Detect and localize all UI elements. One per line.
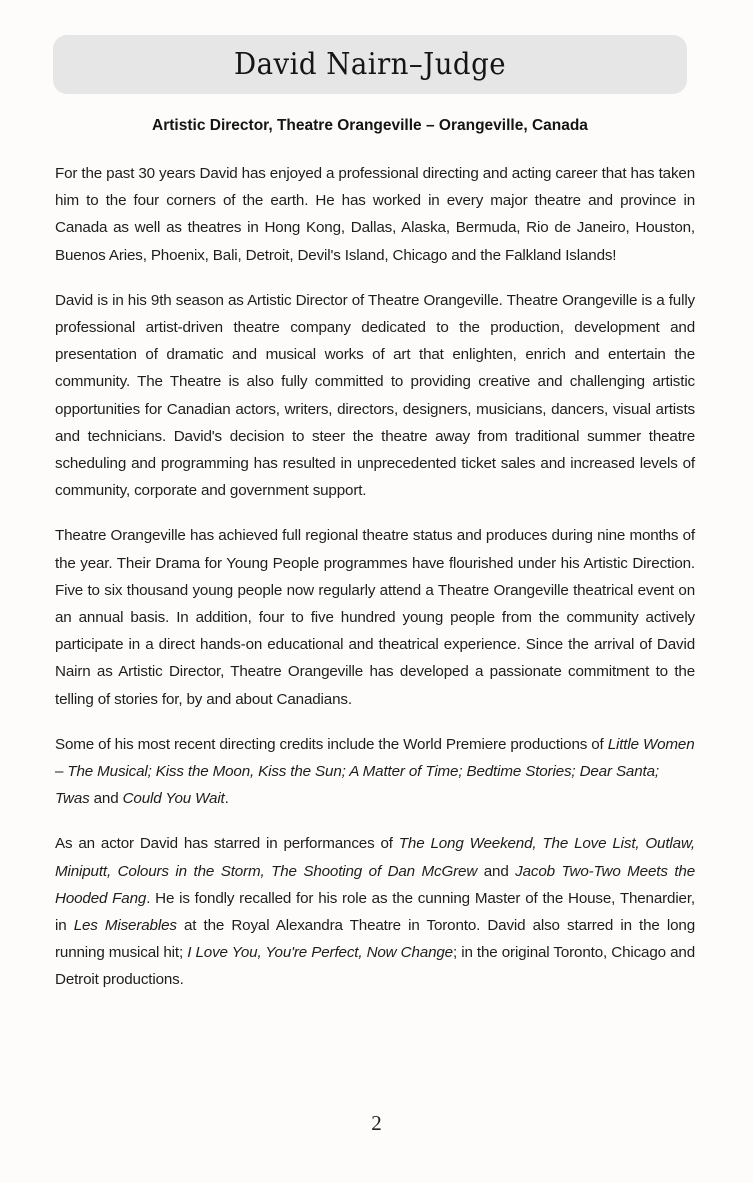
page-number: 2 — [371, 1111, 382, 1135]
directing-and: and — [89, 790, 123, 808]
paragraph-regional-theatre: Theatre Orangeville has achieved full regional theatre status and produces during nine months of the year. Their Drama for Young People programmes have flourished under his Artistic Direction. Five to six thousand young people now regularly attend a Theatre Orangeville theatrical event on an annual basis. In addition, four to five hundred young people from the community actively participate in a direct hands-on educational and theatrical experience. Since the arrival of David Nairn as Artistic Director, Theatre Orangeville has developed a passionate commitment to the telling of stories for, by and about Canadians. — [55, 527, 695, 708]
directing-intro: Some of his most recent directing credits include the World Premiere productions of — [55, 735, 608, 753]
acting-and: and — [477, 862, 516, 880]
title-banner — [53, 35, 687, 94]
directing-end: . — [224, 790, 229, 808]
bio-content — [55, 160, 695, 1012]
acting-role-text: . He is fondly recalled for his role as the cunning Master of the House, Thenardier, in — [55, 889, 695, 935]
page-title: David Nairn–Judge — [234, 47, 506, 82]
paragraph-career: For the past 30 years David has enjoyed a professional directing and acting career that has taken him to the four corners of the earth. He has worked in every major theatre and province in Canada as well as theatres in Hong Kong, Dallas, Alaska, Bermuda, Rio de Janeiro, Houston, Buenos Aries, Phoenix, Bali, Detroit, Devil's Island, Chicago and the Falkland Islands! — [55, 165, 695, 264]
acting-intro: As an actor David has starred in performances of — [55, 835, 399, 853]
acting-titles: The Long Weekend, The Love List, Outlaw, Miniputt, Colours in the Storm, The Shooting of Dan McGrew — [55, 835, 695, 880]
acting-title-jacob: Jacob Two-Two Meets the Hooded Fang — [55, 862, 695, 907]
paragraph-artistic-director: David is in his 9th season as Artistic Director of Theatre Orangeville. Theatre Orangeville is a fully professional artist-driven theatre company dedicated to the production, development and presentation of dramatic and musical works of art that enlighten, enrich and entertain the community. The Theatre is also fully committed to providing creative and challenging artistic opportunities for Canadian actors, writers, directors, designers, musicians, dancers, visual artists and technicians. David's decision to steer the theatre away from traditional summer theatre scheduling and programming has resulted in unprecedented ticket sales and increased levels of community, corporate and government support. — [55, 291, 695, 500]
acting-title-les-miserables: Les Miserables — [73, 917, 177, 935]
directing-last-title: Could You Wait — [122, 790, 225, 808]
directing-titles: Little Women – The Musical; Kiss the Moon, Kiss the Sun; A Matter of Time; Bedtime Stories; Dear Santa; Twas — [55, 735, 695, 808]
acting-royal-alexandra-text: at the Royal Alexandra Theatre in Toronto. David also starred in the long running musical hit; — [55, 917, 695, 962]
acting-end: ; in the original Toronto, Chicago and Detroit productions. — [55, 944, 695, 989]
paragraph-directing-credits — [55, 731, 695, 813]
acting-title-i-love-you: I Love You, You're Perfect, Now Change — [187, 944, 453, 962]
paragraph-acting-credits — [55, 830, 695, 993]
subtitle: Artistic Director, Theatre Orangeville – Orangeville, Canada — [152, 117, 588, 134]
